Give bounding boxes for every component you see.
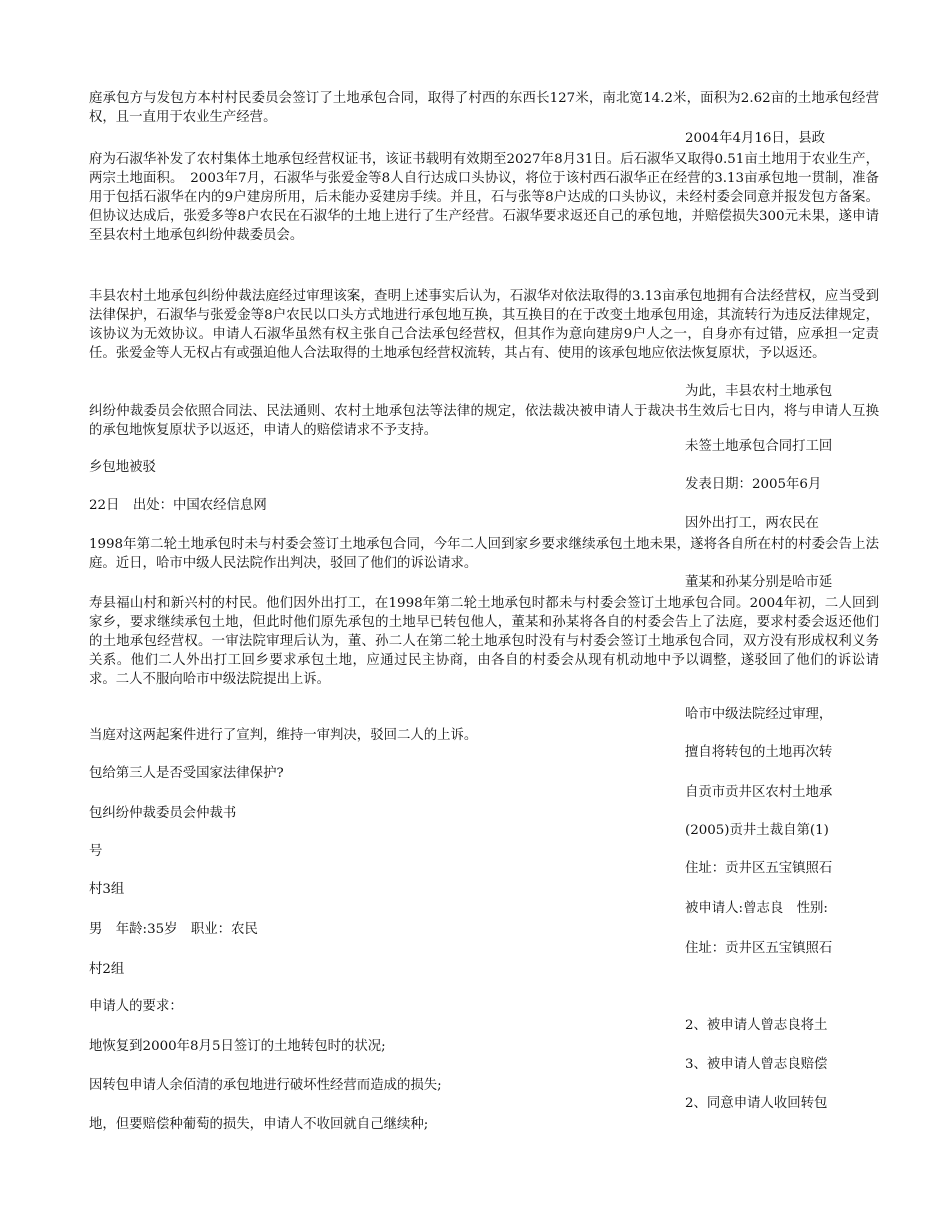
request-item-lead: 2、同意申请人收回转包 [685, 1096, 828, 1111]
paragraph-lead: 因外出打工，两农民在 [685, 516, 819, 531]
paragraph-lead: 董某和孙某分别是哈市延 [685, 575, 833, 590]
paragraph-lead: 为此，丰县农村土地承包 [685, 384, 833, 399]
paragraph: 府为石淑华补发了农村集体土地承包经营权证书，该证书载明有效期至2027年8月31日。后石淑华又取得0.51亩土地用于农业生产，两宗土地面积。 2003年7月，石淑华与张爱金等8人自行达成口头协议，将位于该村西石淑华正在经营的3.13亩承包地一贯制，准备用于包括石淑华在内的9户建房所用，后未能办妥建房手续。并且，石与张等8户达成的口头协议，未经村委会同意并报发包方备案。但协议达成后，张爱多等8户农民在石淑华的土地上进行了生产经营。石淑华要求返还自己的承包地，并赔偿损失300元未果，遂申请至县农村土地承包纠纷仲裁委员会。 [89, 152, 879, 243]
request-item-lead: 3、被申请人曾志良赔偿 [685, 1057, 828, 1072]
paragraph-lead: 2004年4月16日，县政 [685, 131, 825, 146]
document-title: 包纠纷仲裁委员会仲裁书 [89, 806, 237, 821]
paragraph: 当庭对这两起案件进行了宣判，维持一审判决，驳回二人的上诉。 [89, 728, 478, 743]
request-item: 地，但要赔偿种葡萄的损失，申请人不收回就自己继续种; [89, 1117, 429, 1132]
address-line: 住址：贡井区五宝镇照石 [685, 941, 833, 956]
paragraph: 1998年第二轮土地承包时未与村委会签订土地承包合同，今年二人回到家乡要求继续承包土地未果，遂将各自所在村的村委会告上法庭。近日，哈市中级人民法院作出判决，驳回了他们的诉讼请求。 [89, 537, 879, 571]
section-heading: 申请人的要求： [89, 999, 183, 1014]
paragraph-lead: 自贡市贡井区农村土地承 [685, 785, 833, 800]
paragraph: 庭承包方与发包方本村村民委员会签订了土地承包合同，取得了村西的东西长127米，南北宽14.2米，面积为2.62亩的土地承包经营权，且一直用于农业生产经营。 [89, 91, 879, 125]
request-item-lead: 2、被申请人曾志良将土 [685, 1018, 828, 1033]
case-number-suffix: 号 [89, 844, 103, 859]
request-item: 因转包申请人余佰清的承包地进行破坏性经营而造成的损失; [89, 1078, 442, 1093]
case-number: (2005)贡井土裁自第(1) [685, 823, 829, 838]
respondent-details: 男 年龄:35岁 职业：农民 [89, 922, 258, 937]
respondent-line: 被申请人:曾志良 性别: [685, 901, 828, 916]
paragraph-lead: 擅自将转包的土地再次转 [685, 745, 833, 760]
address-line: 村3组 [89, 882, 125, 897]
paragraph: 纠纷仲裁委员会依照合同法、民法通则、农村土地承包法等法律的规定，依法裁决被申请人于裁决书生效后七日内，将与申请人互换的承包地恢复原状予以返还，申请人的赔偿请求不予支持。 [89, 404, 879, 438]
paragraph-lead: 发表日期：2005年6月 [685, 477, 822, 492]
address-line: 村2组 [89, 962, 125, 977]
paragraph: 丰县农村土地承包纠纷仲裁法庭经过审理该案，查明上述事实后认为，石淑华对依法取得的3.13亩承包地拥有合法经营权，应当受到法律保护，石淑华与张爱金等8户农民以口头方式地进行承包地互换，其互换目的在于改变土地承包用途，其流转行为违反法律规定，该协议为无效协议。申请人石淑华虽然有权主张自己合法承包经营权，但其作为意向建房9户人之一，自身亦有过错，应承担一定责任。张爱金等人无权占有或强迫他人合法取得的土地承包经营权流转，其占有、使用的该承包地应依法恢复原状，予以返还。 [89, 289, 879, 361]
address-line: 住址：贡井区五宝镇照石 [685, 861, 833, 876]
publish-info: 22日 出处：中国农经信息网 [89, 498, 267, 513]
section-title: 乡包地被驳 [89, 460, 156, 475]
paragraph-lead: 哈市中级法院经过审理， [685, 707, 833, 722]
paragraph-lead: 未签土地承包合同打工回 [685, 439, 833, 454]
section-title: 包给第三人是否受国家法律保护? [89, 766, 284, 781]
request-item: 地恢复到2000年8月5日签订的土地转包时的状况; [89, 1039, 386, 1054]
paragraph: 寿县福山村和新兴村的村民。他们因外出打工，在1998年第二轮土地承包时都未与村委会签订土地承包合同。2004年初，二人回到家乡，要求继续承包土地，但此时他们原先承包的土地早已转包他人，董某和孙某将各自的村委会告上了法庭，要求村委会返还他们的土地承包经营权。一审法院审理后认为，董、孙二人在第二轮土地承包时没有与村委会签订土地承包合同，双方没有形成权利义务关系。他们二人外出打工回乡要求承包土地，应通过民主协商，由各自的村委会从现有机动地中予以调整，遂驳回了他们的诉讼请求。二人不服向哈市中级法院提出上诉。 [89, 596, 879, 687]
